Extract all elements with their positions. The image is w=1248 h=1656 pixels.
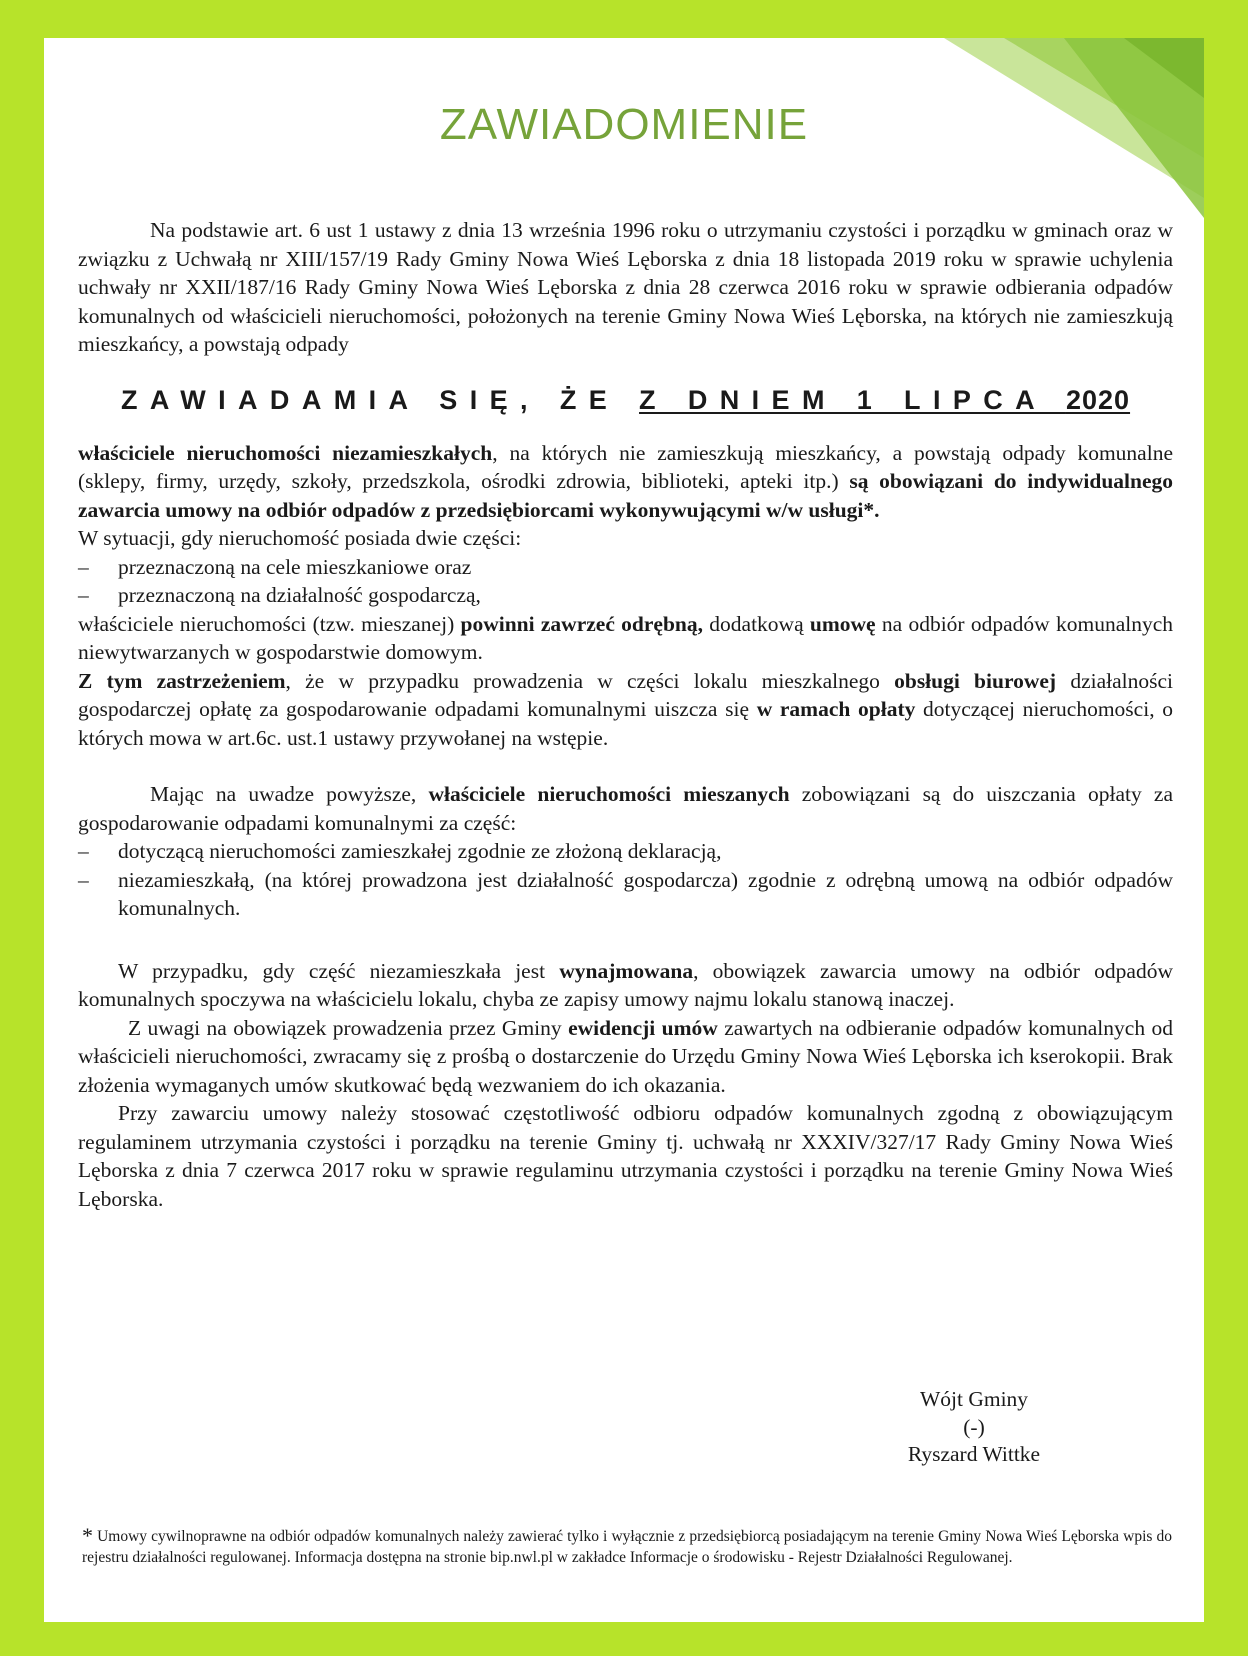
bold-text: powinni zawrzeć odrębną, [460, 611, 703, 636]
signature-mark: (-) [963, 1414, 985, 1439]
dash-marker: – [78, 554, 89, 579]
text: dotyczącej nieruchomości, o których mowa w art.6c. ust.1 ustawy przywołanej na wstępie. [78, 697, 1173, 750]
bold-text: obsługi biurowej [894, 668, 1057, 693]
bold-text: w ramach opłaty [756, 697, 916, 721]
bold-text: właściciele nieruchomości mieszanych [428, 782, 790, 806]
document-title: ZAWIADOMIENIE [439, 100, 809, 149]
list-item-text: przeznaczoną na cele mieszkaniowe oraz [118, 554, 472, 579]
list-item [78, 866, 1173, 923]
headline-year: 2020 [1065, 384, 1131, 415]
document-page [44, 38, 1204, 1622]
text: W przypadku, gdy część niezamieszkała jest [118, 958, 560, 983]
headline-date-text: Z DNIEM 1 LIPCA [639, 384, 1066, 415]
text: zawartych na odbieranie odpadów komunalnych od właścicieli nieruchomości, zwracamy się z prośbą o dostarczenie do Urzędu Gminy Nowa Wieś Lęborska ich kserokopii. Brak złożenia wymaganych umów skutkować będą wezwaniem do ich okazania. [78, 1015, 1173, 1097]
text: działalności gospodarczej opłatę za gospodarowanie odpadami komunalnymi uiszcza się [78, 668, 1174, 721]
text: Z uwagi na obowiązek prowadzenia przez Gminy [128, 1015, 569, 1040]
text: zobowiązani są do uiszczania opłaty za gospodarowanie odpadami komunalnymi za część: [78, 782, 1173, 835]
footnote-star: * [82, 1523, 93, 1548]
spacer [78, 752, 1173, 780]
text: , obowiązek zawarcia umowy na odbiór odpadów komunalnych spoczywa na właścicielu lokalu, chyba ze zapisy umowy najmu lokalu stanową inaczej. [78, 958, 1173, 1011]
bold-text: właściciele nieruchomości niezamieszkałych [78, 440, 493, 465]
headline-date [639, 385, 1130, 415]
bold-text: umowę [809, 611, 876, 636]
reservation-paragraph [78, 667, 1173, 753]
bold-text: Z tym zastrzeżeniem [78, 668, 286, 693]
signature-role: Wójt Gminy [919, 1387, 1029, 1411]
mixed-fee-paragraph [78, 780, 1173, 837]
bold-text: są obowiązani do indywidualnego zawarcia umowy na odbiór odpadów z przedsiębiorcami wykonywującymi w/w usługi*. [78, 469, 1173, 522]
records-paragraph [78, 1014, 1173, 1100]
text: Mając na uwadze powyższe, [150, 782, 429, 806]
dash-marker: – [78, 867, 89, 892]
text: właściciele nieruchomości (tzw. mieszanej) [78, 611, 461, 636]
text: na odbiór odpadów komunalnych niewytwarzanych w gospodarstwie domowym. [78, 611, 1174, 664]
document-body [78, 216, 1173, 1213]
footnote [82, 1525, 1172, 1568]
list-item [78, 581, 1173, 610]
frequency-paragraph: Przy zawarciu umowy należy stosować częstotliwość odbioru odpadów komunalnych zgodną z obowiązującym regulaminem utrzymania czystości i porządku na terenie Gminy tj. uchwałą nr XXXIV/327/17 Rady Gminy Nowa Wieś Lęborska z dnia 7 czerwca 2017 roku w sprawie regulaminu utrzymania czystości i porządku na terenie Gminy Nowa Wieś Lęborska. [78, 1101, 1173, 1211]
owners-obligation-paragraph [78, 439, 1173, 525]
dash-marker: – [78, 839, 89, 863]
mixed-property-paragraph [78, 610, 1173, 667]
list-item [78, 837, 1173, 866]
dash-marker: – [78, 583, 89, 607]
list-item [78, 553, 1173, 582]
spacer [78, 923, 1173, 957]
bold-text: ewidencji umów [568, 1015, 718, 1040]
text: , że w przypadku prowadzenia w części lokalu mieszkalnego [285, 668, 895, 693]
text: , na których nie zamieszkują mieszkańcy, a powstają odpady komunalne (sklepy, firmy, urzędy, szkoły, przedszkola, ośrodki zdrowia, biblioteki, apteki itp.) [78, 440, 1173, 493]
rental-paragraph [78, 957, 1173, 1014]
announcement-headline [78, 383, 1173, 417]
signature-name: Ryszard Wittke [907, 1442, 1041, 1466]
bold-text: wynajmowana [559, 958, 694, 983]
intro-paragraph: Na podstawie art. 6 ust 1 ustawy z dnia 13 września 1996 roku o utrzymaniu czystości i porządku w gminach oraz w związku z Uchwałą nr XIII/157/19 Rady Gminy Nowa Wieś Lęborska z dnia 18 listopada 2019 roku w sprawie uchylenia uchwały nr XXII/187/16 Rady Gminy Nowa Wieś Lęborska z dnia 28 czerwca 2016 roku w sprawie odbierania odpadów komunalnych od właścicieli nieruchomości, położonych na terenie Gminy Nowa Wieś Lęborska, na których nie zamieszkują mieszkańcy, a powstają odpady [78, 218, 1173, 356]
situation-line: W sytuacji, gdy nieruchomość posiada dwie części: [78, 526, 522, 550]
text: dodatkową [703, 611, 810, 636]
list-item-text: przeznaczoną na działalność gospodarczą, [118, 583, 481, 607]
list-item-text: dotyczącą nieruchomości zamieszkałej zgodnie ze złożoną deklaracją, [118, 839, 722, 863]
headline-part1: ZAWIADAMIA SIĘ, ŻE [120, 384, 640, 415]
footnote-text: Umowy cywilnoprawne na odbiór odpadów komunalnych należy zawierać tylko i wyłącznie z przedsiębiorcą posiadającym na terenie Gminy Nowa Wieś Lęborska wpis do rejestru działalności regulowanej. Informacja dostępna na stronie bip.nwl.pl w zakładce Informacje o środowisku - Rejestr Działalności Regulowanej. [82, 1528, 1172, 1566]
signature-block [864, 1386, 1084, 1469]
list-item-text: niezamieszkałą, (na której prowadzona jest działalność gospodarcza) zgodnie z odrębną umową na odbiór odpadów komunalnych. [118, 867, 1173, 920]
